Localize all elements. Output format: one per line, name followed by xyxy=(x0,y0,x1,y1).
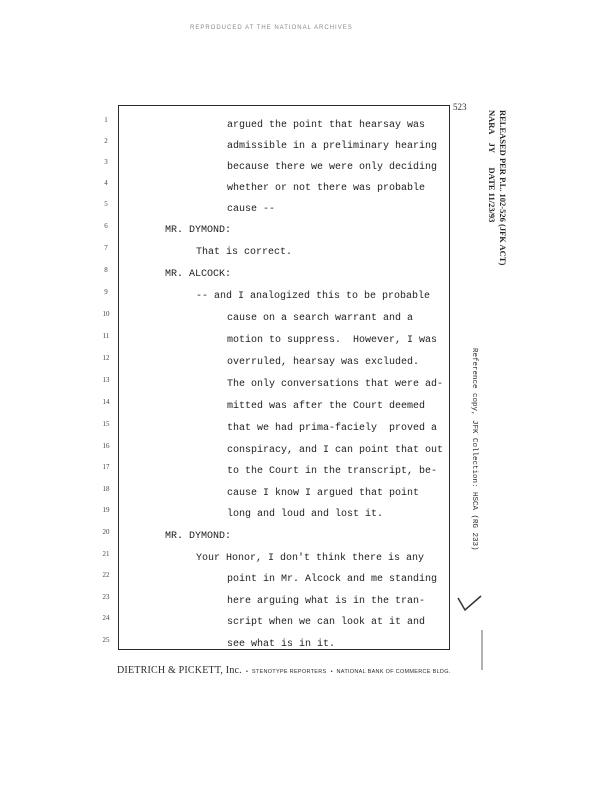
margin-tick-mark xyxy=(480,630,484,670)
page-number: 523 xyxy=(453,102,467,112)
transcript-line: -- and I analogized this to be probable xyxy=(196,291,431,302)
speaker-label: MR. ALCOCK: xyxy=(165,269,232,280)
release-stamp-date-label: DATE xyxy=(487,167,497,191)
transcript-line: point in Mr. Alcock and me standing xyxy=(227,574,438,585)
transcript-line: admissible in a preliminary hearing xyxy=(227,141,438,152)
speaker-label: MR. DYMOND: xyxy=(165,531,232,542)
transcript-line: that we had prima-faciely proved a xyxy=(227,423,438,434)
footer-address: NATIONAL BANK OF COMMERCE BLDG. xyxy=(336,669,451,675)
transcript-line: see what is in it. xyxy=(227,639,336,650)
footer-firm-name: DIETRICH & PICKETT, Inc. xyxy=(117,665,242,676)
line-number: 9 xyxy=(104,288,108,296)
line-number: 22 xyxy=(102,571,110,579)
reporter-footer: DIETRICH & PICKETT, Inc. • STENOTYPE REPORTERS • NATIONAL BANK OF COMMERCE BLDG. xyxy=(117,665,451,676)
transcript-line: script when we can look at it and xyxy=(227,617,426,628)
release-stamp-line: RELEASED PER P.L. 102-526 (JFK ACT) xyxy=(498,110,508,266)
archives-header: REPRODUCED AT THE NATIONAL ARCHIVES xyxy=(190,25,353,31)
transcript-line: cause on a search warrant and a xyxy=(227,313,414,324)
transcript-line: whether or not there was probable xyxy=(227,183,426,194)
transcript-line: argued the point that hearsay was xyxy=(227,120,426,131)
footer-service: STENOTYPE REPORTERS xyxy=(251,669,327,675)
speaker-label: MR. DYMOND: xyxy=(165,225,232,236)
line-number: 3 xyxy=(104,158,108,166)
line-number: 20 xyxy=(102,528,110,536)
line-number: 11 xyxy=(102,332,110,340)
transcript-line: That is correct. xyxy=(196,247,293,258)
transcript-line: to the Court in the transcript, be- xyxy=(227,466,438,477)
transcript-line: here arguing what is in the tran- xyxy=(227,596,426,607)
line-number: 16 xyxy=(102,442,110,450)
transcript-line: The only conversations that were ad- xyxy=(227,379,444,390)
line-number: 10 xyxy=(102,310,110,318)
line-number: 12 xyxy=(102,354,110,362)
line-number: 24 xyxy=(102,614,110,622)
line-number: 21 xyxy=(102,550,110,558)
line-number: 23 xyxy=(102,593,110,601)
line-number: 18 xyxy=(102,485,110,493)
handwritten-check-mark xyxy=(455,590,485,620)
line-number: 8 xyxy=(104,266,108,274)
release-stamp-date: 11/23/93 xyxy=(487,192,497,223)
transcript-line: long and loud and lost it. xyxy=(227,509,384,520)
line-number: 15 xyxy=(102,420,110,428)
reference-copy-note: Reference copy, JFK Collection: HSCA (RG 233) xyxy=(470,348,478,551)
line-number: 5 xyxy=(104,200,108,208)
transcript-line: conspiracy, and I can point that out xyxy=(227,445,444,456)
line-number: 25 xyxy=(102,636,110,644)
line-number: 13 xyxy=(102,376,110,384)
transcript-line: because there we were only deciding xyxy=(227,162,438,173)
line-number: 1 xyxy=(104,116,108,124)
line-number: 19 xyxy=(102,506,110,514)
transcript-line: motion to suppress. However, I was xyxy=(227,335,438,346)
transcript-line: overruled, hearsay was excluded. xyxy=(227,357,420,368)
line-number: 7 xyxy=(104,244,108,252)
transcript-line: cause I know I argued that point xyxy=(227,488,420,499)
transcript-line: cause -- xyxy=(227,204,276,215)
release-stamp-agency: NARA xyxy=(487,110,497,135)
line-number: 6 xyxy=(104,222,108,230)
line-number: 14 xyxy=(102,398,110,406)
release-stamp xyxy=(486,110,508,265)
line-number: 17 xyxy=(102,463,110,471)
release-stamp-initials: JY xyxy=(487,142,497,153)
transcript-line: mitted was after the Court deemed xyxy=(227,401,426,412)
line-number: 2 xyxy=(104,137,108,145)
line-number: 4 xyxy=(104,179,108,187)
transcript-line: Your Honor, I don't think there is any xyxy=(196,553,425,564)
